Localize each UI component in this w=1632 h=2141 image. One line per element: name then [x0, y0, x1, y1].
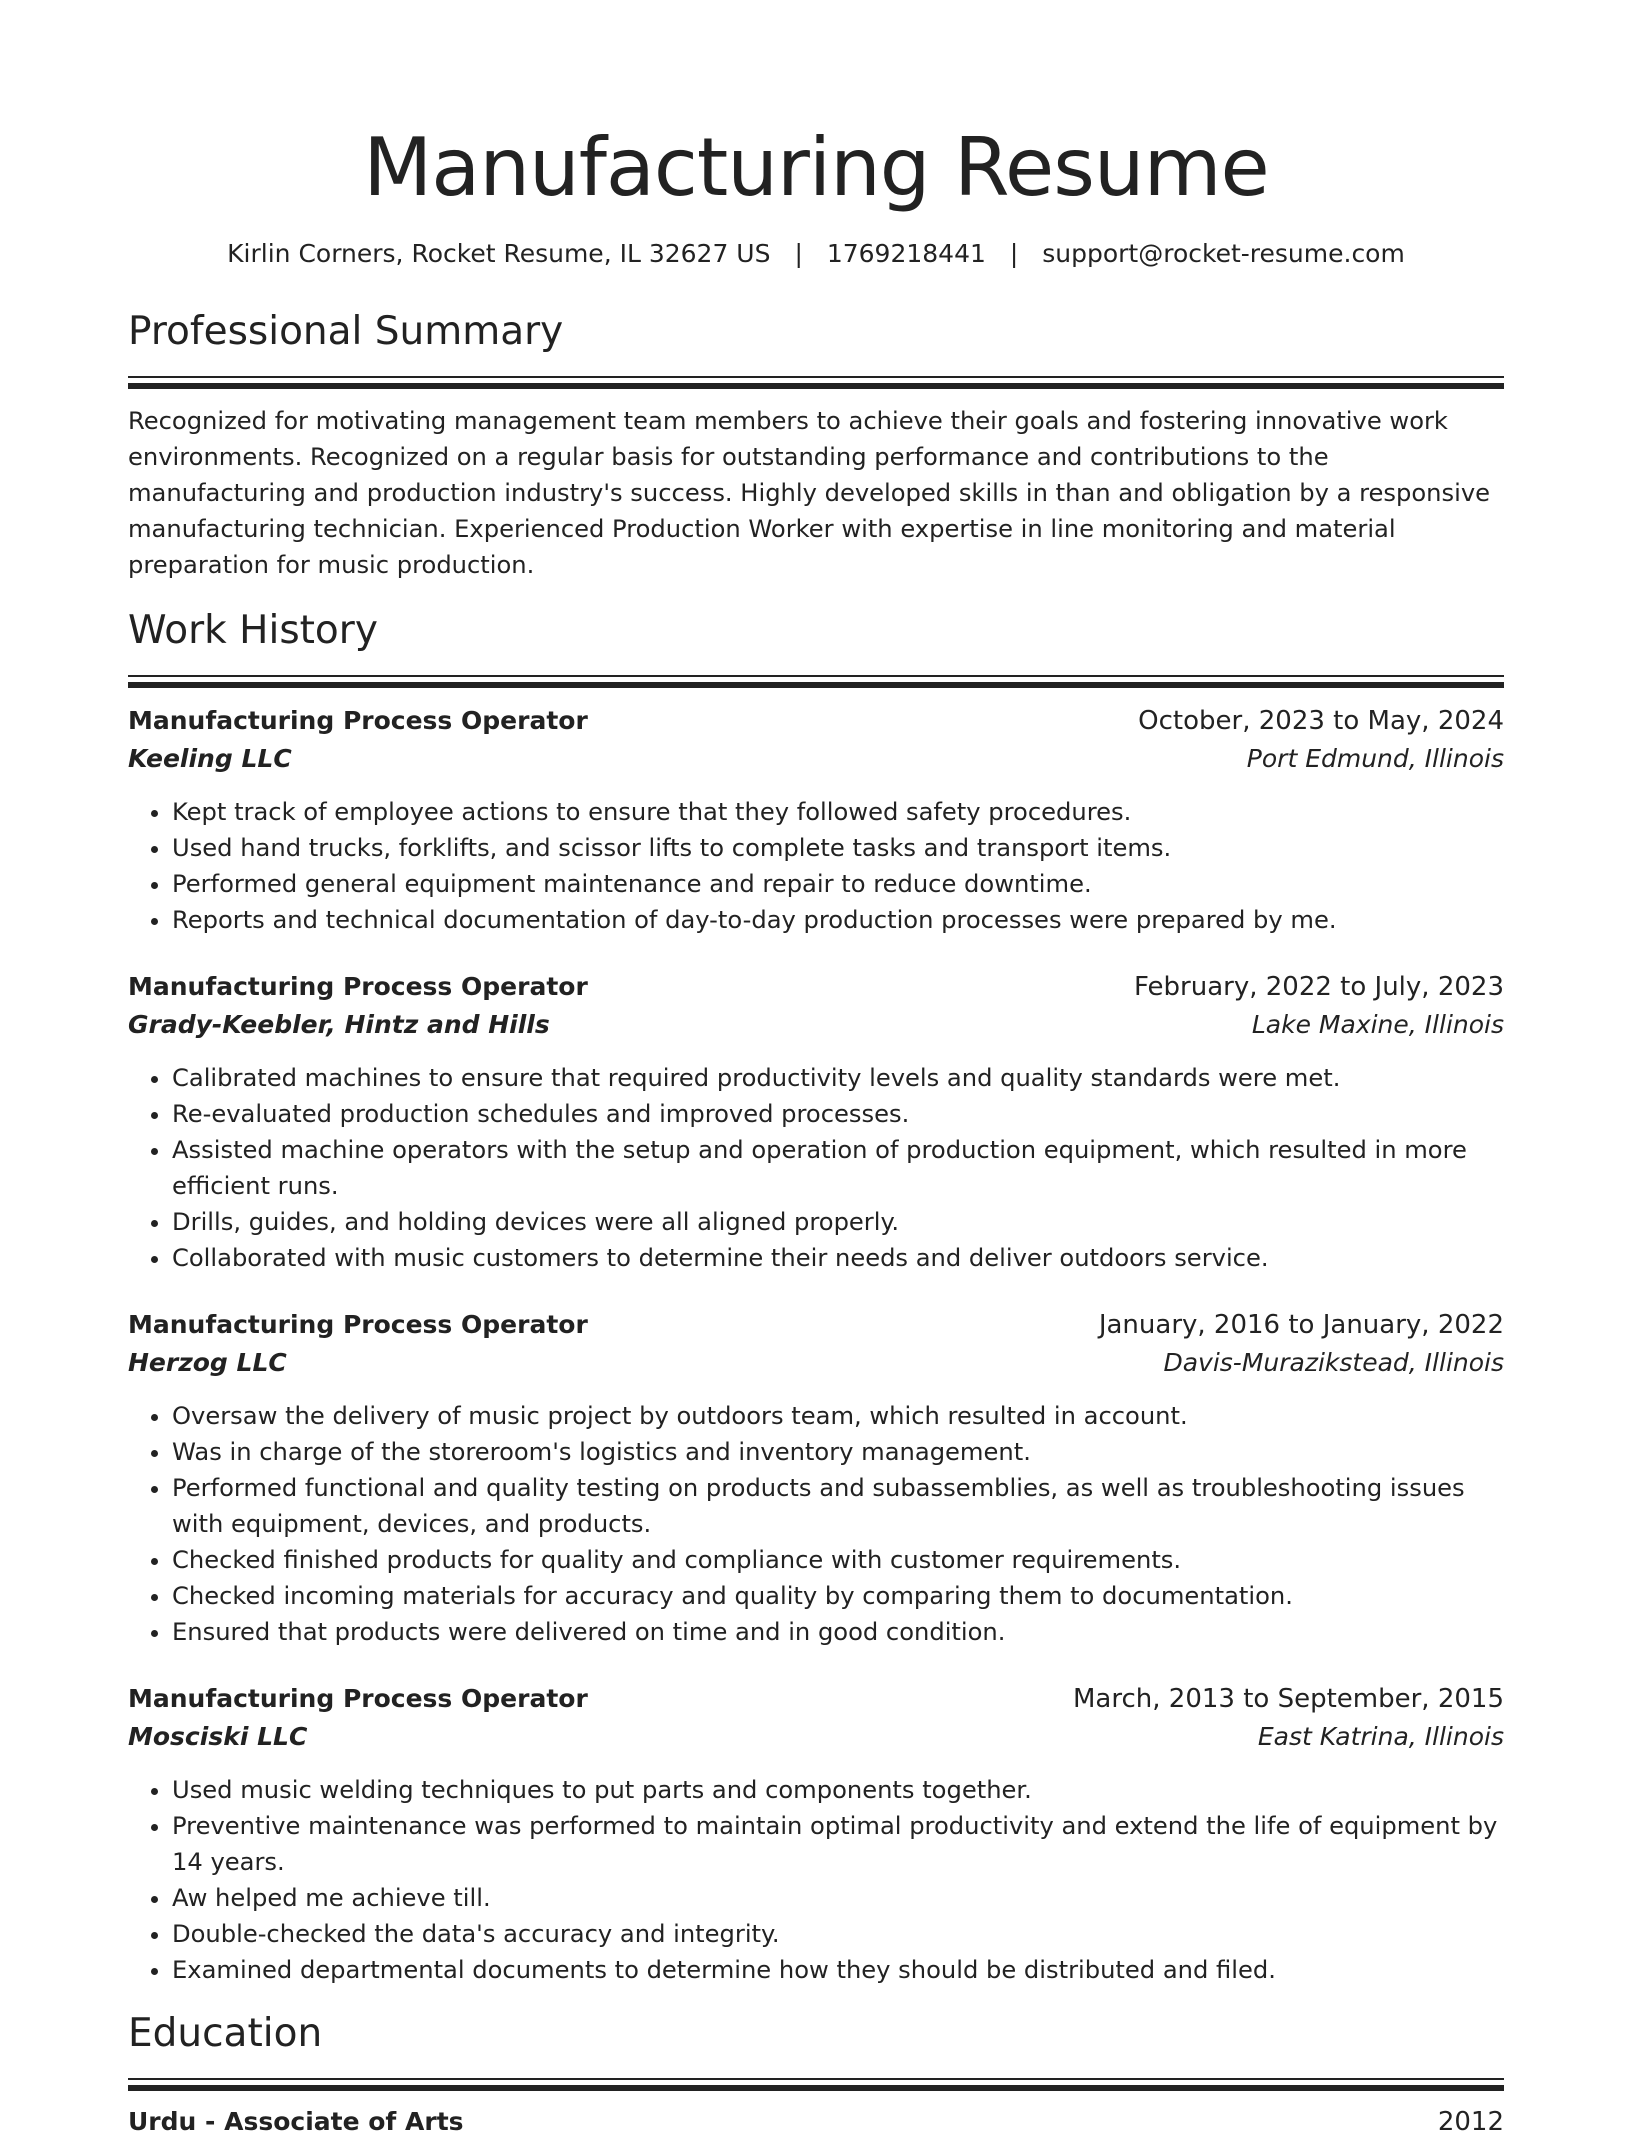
contact-line	[128, 238, 1504, 270]
job-bullet: • Checked incoming materials for accuracy and quality by comparing them to documentation.	[172, 1578, 1504, 1614]
summary-text: Recognized for motivating management team members to achieve their goals and fostering innovative work environments. Recognized on a regular basis for outstanding performance and contributions to the manufacturing and production industry's success. Highly developed skills in than and obligation by a responsive manufacturing technician. Experienced Production Worker with expertise in line monitoring and material preparation for music production.	[128, 407, 1491, 579]
resume-page	[128, 0, 1504, 2141]
job-location: Davis-Murazikstead, Illinois	[1163, 1348, 1504, 1377]
job-entry	[128, 702, 1504, 938]
job-bullet: • Used hand trucks, forklifts, and scissor lifts to complete tasks and transport items.	[172, 830, 1504, 866]
job-location: East Katrina, Illinois	[1257, 1722, 1504, 1751]
job-location: Lake Maxine, Illinois	[1251, 1010, 1504, 1039]
job-header	[128, 702, 1504, 740]
contact-email: support@rocket-resume.com	[1042, 239, 1405, 268]
job-bullet: • Checked finished products for quality and compliance with customer requirements.	[172, 1542, 1504, 1578]
job-bullet: • Examined departmental documents to determine how they should be distributed and filed.	[172, 1952, 1504, 1988]
job-bullet: • Used music welding techniques to put parts and components together.	[172, 1772, 1504, 1808]
contact-separator: |	[794, 239, 803, 268]
job-entry	[128, 1680, 1504, 1988]
education-degree: Urdu - Associate of Arts	[128, 2107, 464, 2136]
job-bullet: • Preventive maintenance was performed to maintain optimal productivity and extend the life of equipment by 14 years.	[172, 1808, 1504, 1880]
job-bullet: • Performed general equipment maintenance and repair to reduce downtime.	[172, 866, 1504, 902]
contact-separator: |	[1009, 239, 1019, 268]
education-year: 2012	[1437, 2107, 1504, 2137]
job-bullet: • Ensured that products were delivered on time and in good condition.	[172, 1614, 1504, 1650]
section-divider	[128, 675, 1504, 688]
job-company: Mosciski LLC	[128, 1722, 308, 1751]
section-divider	[128, 376, 1504, 389]
job-bullet: • Was in charge of the storeroom's logistics and inventory management.	[172, 1434, 1504, 1470]
job-subheader	[128, 1718, 1504, 1756]
resume-title: Manufacturing Resume	[363, 121, 1269, 214]
contact-phone: 1769218441	[826, 239, 986, 268]
job-subheader	[128, 740, 1504, 778]
job-header	[128, 1680, 1504, 1718]
job-subheader	[128, 1006, 1504, 1044]
job-company: Herzog LLC	[128, 1348, 287, 1377]
job-dates: October, 2023 to May, 2024	[1138, 706, 1504, 736]
job-company: Keeling LLC	[128, 744, 292, 773]
work-history-heading: Work History	[128, 608, 378, 653]
job-bullet: • Reports and technical documentation of day-to-day production processes were prepared by me.	[172, 902, 1504, 938]
job-title: Manufacturing Process Operator	[128, 1684, 588, 1713]
job-bullet: • Re-evaluated production schedules and improved processes.	[172, 1096, 1504, 1132]
job-header	[128, 1306, 1504, 1344]
job-company: Grady-Keebler, Hintz and Hills	[128, 1010, 550, 1039]
job-bullet-list	[128, 1772, 1504, 1988]
job-bullet: • Oversaw the delivery of music project by outdoors team, which resulted in account.	[172, 1398, 1504, 1434]
job-dates: January, 2016 to January, 2022	[1098, 1310, 1504, 1340]
job-bullet: • Aw helped me achieve till.	[172, 1880, 1504, 1916]
summary-heading: Professional Summary	[128, 309, 564, 354]
job-title: Manufacturing Process Operator	[128, 972, 588, 1001]
contact-address: Kirlin Corners, Rocket Resume, IL 32627 US	[227, 239, 771, 268]
job-dates: February, 2022 to July, 2023	[1134, 972, 1504, 1002]
job-bullet: • Double-checked the data's accuracy and integrity.	[172, 1916, 1504, 1952]
job-dates: March, 2013 to September, 2015	[1073, 1684, 1504, 1714]
job-entry	[128, 968, 1504, 1276]
job-entry	[128, 1306, 1504, 1650]
job-bullet: • Assisted machine operators with the setup and operation of production equipment, which resulted in more efficient runs.	[172, 1132, 1504, 1204]
job-bullet-list	[128, 1398, 1504, 1650]
job-list	[128, 702, 1504, 1988]
education-heading: Education	[128, 2011, 323, 2056]
job-bullet: • Kept track of employee actions to ensure that they followed safety procedures.	[172, 794, 1504, 830]
job-location: Port Edmund, Illinois	[1246, 744, 1504, 773]
job-title: Manufacturing Process Operator	[128, 1310, 588, 1339]
job-subheader	[128, 1344, 1504, 1382]
job-bullet: • Calibrated machines to ensure that required productivity levels and quality standards were met.	[172, 1060, 1504, 1096]
job-bullet: • Drills, guides, and holding devices were all aligned properly.	[172, 1204, 1504, 1240]
job-bullet-list	[128, 1060, 1504, 1276]
job-bullet: • Collaborated with music customers to determine their needs and deliver outdoors service.	[172, 1240, 1504, 1276]
job-title: Manufacturing Process Operator	[128, 706, 588, 735]
job-bullet: • Performed functional and quality testing on products and subassemblies, as well as troubleshooting issues with equipment, devices, and products.	[172, 1470, 1504, 1542]
section-divider	[128, 2078, 1504, 2091]
job-bullet-list	[128, 794, 1504, 938]
education-entry	[128, 2103, 1504, 2141]
job-header	[128, 968, 1504, 1006]
